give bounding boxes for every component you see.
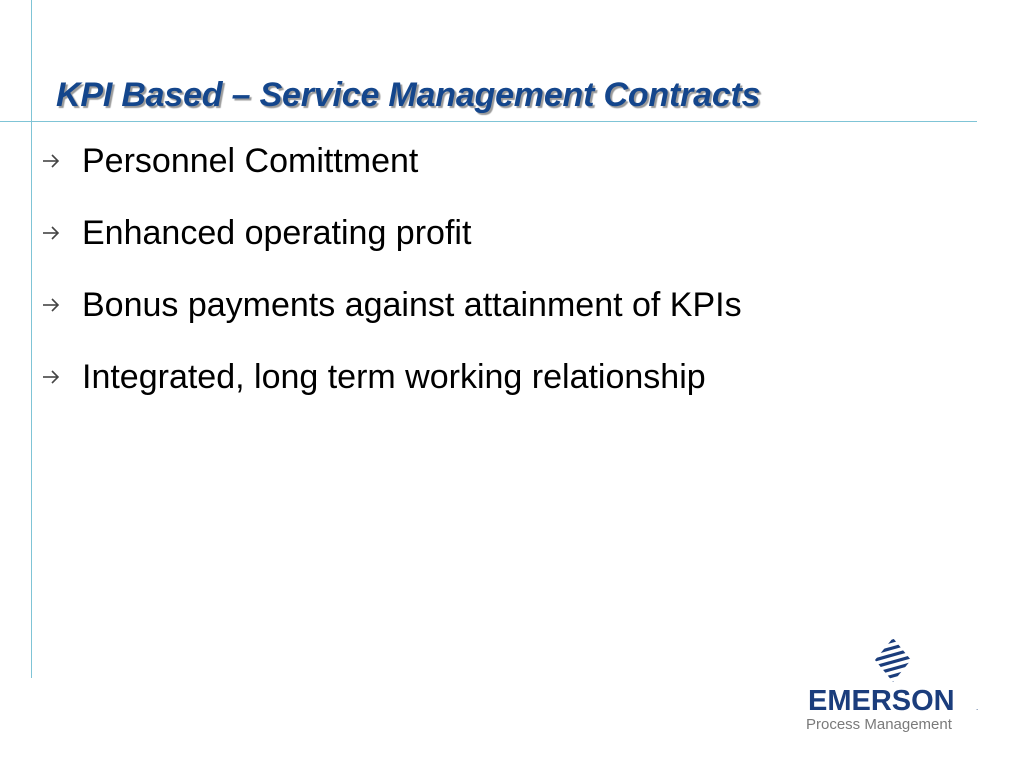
bullet-text: Bonus payments against attainment of KPIs bbox=[82, 286, 742, 324]
arrow-right-icon bbox=[40, 223, 62, 243]
logo-wordmark: EMERSON bbox=[808, 685, 955, 717]
emerson-diamond-logo-icon bbox=[874, 637, 912, 683]
emerson-logo bbox=[800, 637, 990, 737]
bullet-text: Integrated, long term working relationship bbox=[82, 358, 706, 396]
arrow-right-icon bbox=[40, 367, 62, 387]
logo-trademark: . bbox=[976, 703, 979, 712]
logo-subtitle: Process Management bbox=[806, 716, 952, 733]
arrow-right-icon bbox=[40, 151, 62, 171]
arrow-right-icon bbox=[40, 295, 62, 315]
bullet-text: Enhanced operating profit bbox=[82, 214, 472, 252]
slide-title: KPI Based – Service Management Contracts bbox=[56, 76, 761, 114]
bullet-text: Personnel Comittment bbox=[82, 142, 419, 180]
